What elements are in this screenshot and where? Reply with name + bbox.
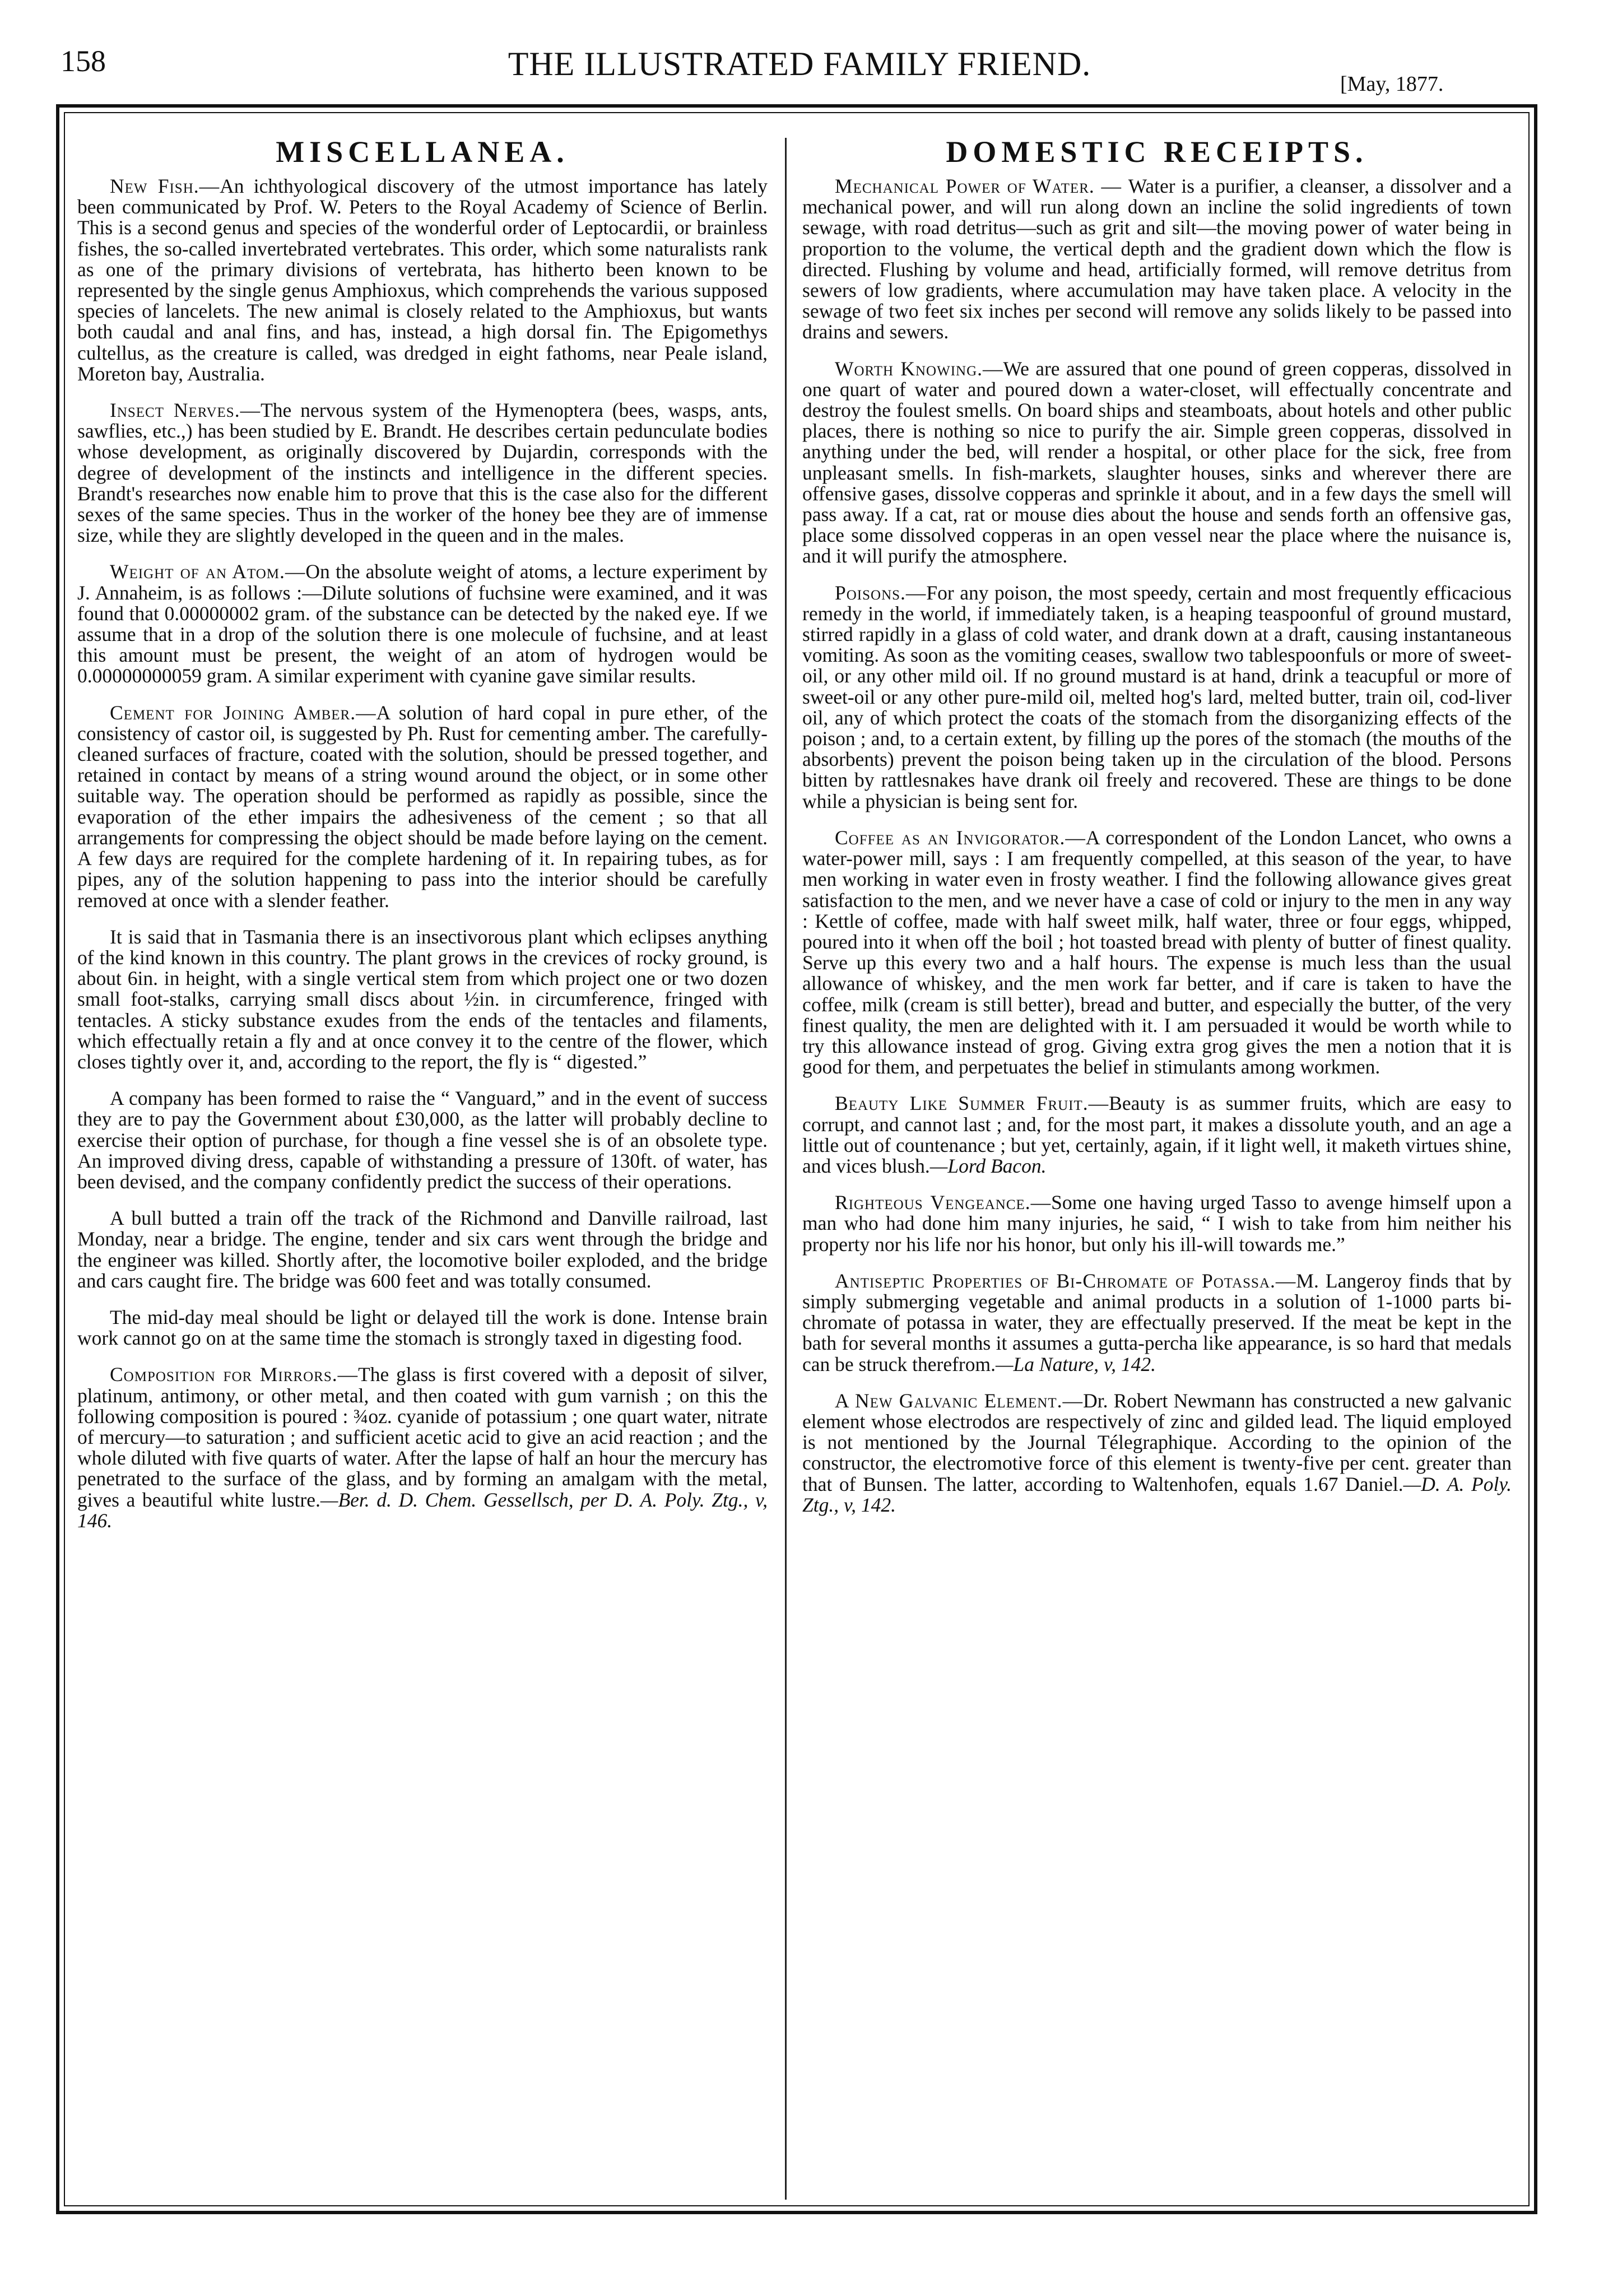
domestic-receipts-articles (802, 176, 1512, 1516)
article-text: It is said that in Tasmania there is an insectivorous plant which eclipses anything of the kind known in this country. The plant grows in the crevices of rocky ground, is about 6in. in height, with a single vertical stem from which project one or two dozen small foot-stalks, carrying small discs about ½in. in circumference, fringed with tentacles. A sticky substance exudes from the ends of the tentacles and filaments, which effectually retain a fly and at once convey it to the centre of the flower, which closes tightly over it, and, according to the report, the fly is “ digested.” (77, 925, 768, 1073)
article-paragraph (77, 1307, 768, 1349)
article-text: M. Langeroy finds that by simply submerging vegetable and animal products in a solution of 1-1000 parts bi-chromate of potassa in water, they are effectually preserved. If the meat be kept in the bath for several months it assumes a gutta-percha like appearance, is so hard that medals can be struck therefrom. (802, 1269, 1512, 1375)
article-paragraph (802, 1391, 1512, 1516)
article-paragraph (77, 703, 768, 911)
article-heading: A New Galvanic Element.— (835, 1389, 1084, 1412)
miscellanea-articles (77, 176, 768, 1531)
article-source: —Ber. d. D. Chem. Gessellsch, per D. A. Poly. Ztg., v, 146. (77, 1488, 768, 1532)
article-paragraph (77, 400, 768, 546)
section-heading-domestic-receipts: DOMESTIC RECEIPTS. (946, 135, 1368, 169)
article-heading: Antiseptic Properties of Bi-Chromate of Potassa.— (835, 1269, 1296, 1292)
article-heading: Composition for Mirrors.— (110, 1363, 359, 1386)
article-paragraph (77, 1088, 768, 1192)
miscellanea-column (77, 134, 768, 2202)
article-text: A company has been formed to raise the “ Vanguard,” and in the event of success they are to pay the Government about £30,000, as the latter will probably decline to exercise their option of purchase, for though a fine vessel she is of an obsolete type. An improved diving dress, capable of withstanding a pressure of 130ft. of water, has been devised, and the company confidently predict the success of their operations. (77, 1087, 768, 1193)
article-heading: Insect Nerves.— (110, 399, 261, 422)
issue-date: [May, 1877. (1340, 72, 1444, 96)
article-paragraph (802, 359, 1512, 567)
article-heading: Weight of an Atom.— (110, 560, 306, 583)
article-text: Beauty is as summer fruits, which are easy to corrupt, and cannot last ; and, for the most part, it makes a dissolute youth, and an age a little out of countenance ; but yet, certainly, again, if it light well, it maketh virtues shine, and vices blush. (802, 1092, 1512, 1177)
article-heading: Righteous Vengeance.— (835, 1191, 1052, 1214)
article-source: —D. A. Poly. Ztg., v, 142. (802, 1472, 1512, 1516)
column-divider (785, 138, 787, 2200)
article-paragraph (77, 927, 768, 1072)
article-heading: Cement for Joining Amber.— (110, 701, 376, 724)
article-text: We are assured that one pound of green copperas, dissolved in one quart of water and poured down a water-closet, will effectually concentrate and destroy the foulest smells. On board ships and steamboats, about hotels and other public places, there is nothing so nice to purify the air. Simple green copperas, dissolved in anything under the bed, will render a hospital, or other place for the sick, free from unpleasant smells. In fish-markets, slaughter houses, sinks and wherever there are offensive gases, dissolve copperas and sprinkle it about, and in a few days the smell will pass away. If a cat, rat or mouse dies about the house and sends forth an offensive gas, place some dissolved copperas in an open vessel near the place where the nuisance is, and it will purify the atmosphere. (802, 357, 1512, 568)
article-source: —La Nature, v, 142. (995, 1352, 1156, 1375)
page-number: 158 (61, 44, 106, 78)
article-heading: New Fish.— (110, 175, 220, 197)
article-paragraph (77, 176, 768, 384)
article-text: The mid-day meal should be light or delayed till the work is done. Intense brain work cannot go on at the same time the stomach is strongly taxed in digesting food. (77, 1305, 768, 1350)
article-paragraph (802, 1093, 1512, 1177)
article-text: Dr. Robert Newmann has constructed a new galvanic element whose electrodos are respectively of zinc and gilded lead. The liquid employed is not mentioned by the Journal Télegraphique. According to the opinion of the constructor, the electromotive force of this element is twenty-five per cent. greater than that of Bunsen. The latter, according to Waltenhofen, equals 1.67 Daniel. (802, 1389, 1512, 1495)
article-paragraph (802, 828, 1512, 1077)
article-paragraph (802, 583, 1512, 812)
article-paragraph (802, 1192, 1512, 1255)
domestic-receipts-column (802, 134, 1512, 2202)
article-paragraph (77, 561, 768, 686)
article-text: An ichthyological discovery of the utmost importance has lately been communicated by Prof. W. Peters to the Royal Academy of Science of Berlin. This is a second genus and species of the wonderful order of Leptocardii, or brainless fishes, the so-called invertebrated vertebrates. This order, which some naturalists rank as one of the primary divisions of vertebrata, has hitherto been known to be represented by the single genus Amphioxus, which comprehends the various supposed species of lancelets. The new animal is closely related to the Amphioxus, but wants both caudal and anal fins, and has, instead, a high dorsal fin. The Epigomethys cultellus, as the creature is called, was dredged in eight fathoms, near Peale island, Moreton bay, Australia. (77, 175, 768, 385)
article-text: A bull butted a train off the track of the Richmond and Danville railroad, last Monday, near a bridge. The engine, tender and six cars went through the bridge and the engineer was killed. Shortly after, the locomotive boiler exploded, and the bridge and cars caught fire. The bridge was 600 feet and was totally consumed. (77, 1207, 768, 1292)
article-text: A solution of hard copal in pure ether, of the consistency of castor oil, is suggested by Ph. Rust for cementing amber. The carefully-cleaned surfaces of fracture, coated with the solution, should be pressed together, and retained in contact by means of a string wound around the object, or in some other suitable way. The operation should be performed as rapidly as possible, since the evaporation of the ether impairs the adhesiveness of the cement ; so that all arrangements for compressing the object should be made before laying on the cement. A few days are required for the complete hardening of it. In repairing tubes, as for pipes, any of the solution happening to pass into the interior should be carefully removed at once with a slender feather. (77, 701, 768, 912)
article-text: For any poison, the most speedy, certain and most frequently efficacious remedy in the world, if immediately taken, is a heaping teaspoonful of ground mustard, stirred rapidly in a glass of cold water, and drank down at a draft, causing instantaneous vomiting. As soon as the vomiting ceases, swallow two tablespoonfuls or more of sweet-oil, or any other mild oil. If no ground mustard is at hand, drink a teacupful or more of sweet-oil or any other pure-mild oil, melted hog's lard, melted butter, train oil, cod-liver oil, any of which protect the coats of the stomach from the disorganizing effects of the poison ; and, to a certain extent, by filling up the pores of the stomach (the mouths of the absorbents) prevent the poison being taken up in the circulation of the blood. Persons bitten by rattlesnakes have drank oil freely and recovered. These are things to be done while a physician is being sent for. (802, 581, 1512, 812)
article-paragraph (77, 1208, 768, 1291)
article-text: The nervous system of the Hymenoptera (bees, wasps, ants, sawflies, etc.,) has been studied by E. Brandt. He describes certain pedunculate bodies whose development, as originally discovered by Dujardin, corresponds with the degree of development of the instincts and intelligence in the different species. Brandt's researches now enable him to prove that this is the case also for the different sexes of the same species. Thus in the worker of the honey bee they are of immense size, while they are slightly developed in the queen and in the males. (77, 399, 768, 547)
article-paragraph (802, 1271, 1512, 1375)
article-text: Some one having urged Tasso to avenge himself upon a man who had done him many injuries, he said, “ I wish to take from him neither his property nor his life nor his honor, but only his ill-will towards me.” (802, 1191, 1512, 1256)
article-text: On the absolute weight of atoms, a lecture experiment by J. Annaheim, is as follows :—Dilute solutions of fuchsine were examined, and it was found that 0.00000002 gram. of the substance can be detected by the naked eye. If we assume that in a drop of the solution there is one molecule of fuchsine, and at least this amount must be present, the weight of an atom of hydrogen would be 0.00000000059 gram. A similar experiment with cyanine gave similar results. (77, 560, 768, 687)
article-text: The glass is first covered with a deposit of silver, platinum, antimony, or other metal, and then coated with gum varnish ; on this the following composition is poured : ¾oz. cyanide of potassium ; one quart water, nitrate of mercury—to saturation ; and sufficient acetic acid to give an acid reaction ; and the whole diluted with five quarts of water. After the lapse of half an hour the mercury has penetrated to the surface of the glass, and by forming an amalgam with the metal, gives a beautiful white lustre. (77, 1363, 768, 1511)
page-header (0, 0, 1599, 112)
article-heading: Worth Knowing.— (835, 357, 1003, 380)
article-paragraph (802, 176, 1512, 343)
publication-title: THE ILLUSTRATED FAMILY FRIEND. (508, 45, 1091, 82)
article-heading: Poisons.— (835, 581, 927, 604)
article-source: —Lord Bacon. (929, 1154, 1047, 1177)
article-heading: Beauty Like Summer Fruit.— (835, 1092, 1109, 1115)
article-text: A correspondent of the London Lancet, who owns a water-power mill, says : I am frequently compelled, at this season of the year, to have men working in water even in frosty weather. I find the following allowance gives great satisfaction to the men, and we never have a case of cold or injury to the men in any way : Kettle of coffee, made with half sweet milk, half water, three or four eggs, whipped, poured into it when off the boil ; hot toasted bread with plenty of butter of finest quality. Serve up this every two and a half hours. The expense is much less than the usual allowance of whiskey, and the men work far better, and if care is taken to have the coffee, milk (cream is still better), bread and butter, and especially the butter, of the very finest quality, the men are delighted with it. I am persuaded it would be worth while to try this allowance instead of grog. Giving extra grog gives the men a notion that it is good for them, and perpetuates the belief in stimulants among workmen. (802, 826, 1512, 1079)
article-heading: Coffee as an Invigorator.— (835, 826, 1086, 849)
article-paragraph (77, 1364, 768, 1531)
section-heading-miscellanea: MISCELLANEA. (276, 135, 569, 169)
article-heading: Mechanical Power of Water. — (835, 175, 1128, 197)
article-text: Water is a purifier, a cleanser, a dissolver and a mechanical power, and will run along down an incline the solid ingredients of town sewage, with road detritus—such as grit and silt—the moving power of water being in proportion to the volume, the vertical depth and the gradient down which the flow is directed. Flushing by volume and head, artificially formed, will remove detritus from sewers of low gradients, where accumulation may have taken place. A velocity in the sewage of two feet six inches per second will remove any solids likely to be passed into drains and sewers. (802, 175, 1512, 343)
